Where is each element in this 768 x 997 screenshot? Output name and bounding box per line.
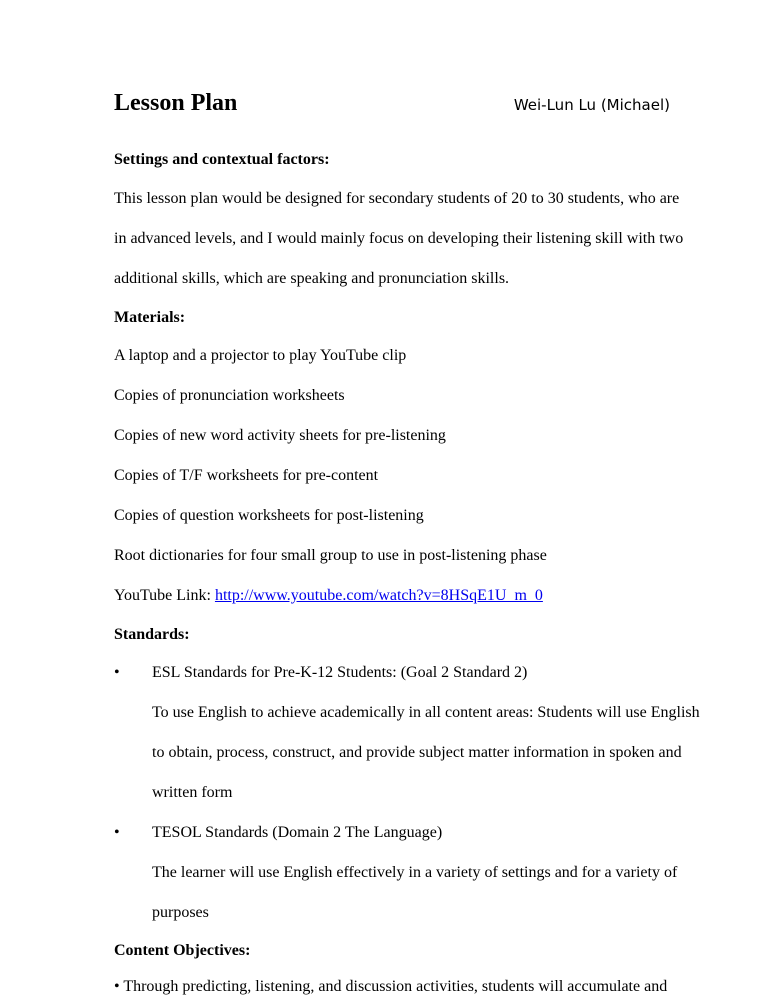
settings-line-1: This lesson plan would be designed for secondary students of 20 to 30 students, who are: [114, 190, 680, 207]
youtube-link[interactable]: http://www.youtube.com/watch?v=8HSqE1U_m_0: [214, 587, 543, 604]
standard-text-line: to obtain, process, construct, and provide subject matter information in spoken and: [152, 744, 682, 761]
standard-title: ESL Standards for Pre-K-12 Students: (Goal 2 Standard 2): [152, 664, 528, 681]
standards-heading: Standards:: [114, 626, 190, 643]
settings-heading: Settings and contextual factors:: [114, 151, 330, 168]
standard-text-line: purposes: [152, 904, 209, 921]
material-item: Copies of T/F worksheets for pre-content: [114, 467, 379, 484]
youtube-link-line: [114, 586, 543, 606]
settings-line-3: additional skills, which are speaking and pronunciation skills.: [114, 270, 510, 287]
standard-text-line: The learner will use English effectively in a variety of settings and for a variety of: [152, 864, 678, 881]
standard-title: TESOL Standards (Domain 2 The Language): [152, 824, 443, 841]
page-title: Lesson Plan: [114, 90, 238, 116]
material-item: A laptop and a projector to play YouTube clip: [114, 347, 407, 364]
youtube-link-label: YouTube Link:: [114, 587, 215, 604]
content-objectives-heading: Content Objectives:: [114, 942, 251, 959]
materials-heading: Materials:: [114, 309, 186, 326]
material-item: Copies of pronunciation worksheets: [114, 387, 345, 404]
author-name: Wei-Lun Lu (Michael): [513, 96, 670, 114]
standard-text-line: To use English to achieve academically in all content areas: Students will use English: [152, 704, 700, 721]
standard-text-line: written form: [152, 784, 233, 801]
bullet-icon: •: [114, 824, 120, 841]
settings-line-2: in advanced levels, and I would mainly focus on developing their listening skill with two: [114, 230, 684, 247]
material-item: Copies of question worksheets for post-listening: [114, 507, 424, 524]
material-item: Root dictionaries for four small group to use in post-listening phase: [114, 547, 547, 564]
content-objective-line: • Through predicting, listening, and discussion activities, students will accumulate and: [114, 978, 668, 995]
material-item: Copies of new word activity sheets for pre-listening: [114, 427, 446, 444]
bullet-icon: •: [114, 664, 120, 681]
